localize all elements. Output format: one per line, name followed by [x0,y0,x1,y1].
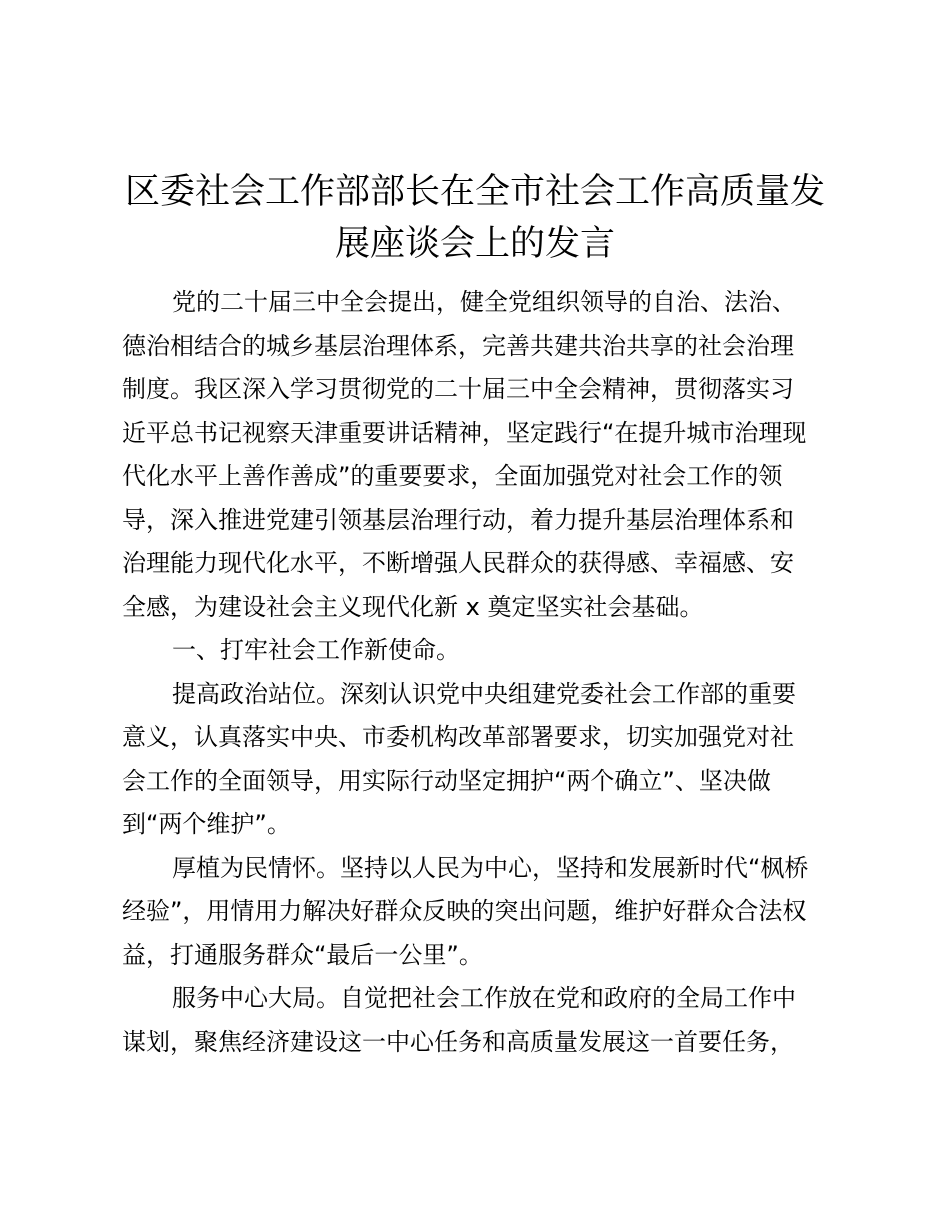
text-line: 意义，认真落实中央、市委机构改革部署要求，切实加强党对社 [122,723,794,751]
text-line: 经验”，用情用力解决好群众反映的突出问题，维护好群众合法权 [122,897,807,925]
text-line: 提高政治站位。深刻认识党中央组建党委社会工作部的重要 [172,679,796,708]
paragraph [122,977,840,1064]
text-line: 治理能力现代化水平，不断增强人民群众的获得感、幸福感、安 [122,549,794,577]
document-body [122,281,840,1064]
document-title [100,166,850,270]
text-line: 党的二十届三中全会提出，健全党组织领导的自治、法治、 [172,288,796,316]
text-line: 一、打牢社会工作新使命。 [172,636,460,664]
text-line: 会工作的全面领导，用实际行动坚定拥护“两个确立”、坚决做 [122,766,771,795]
text-line: 谋划，聚焦经济建设这一中心任务和高质量发展这一首要任务， [122,1027,794,1056]
title-line: 区委社会工作部部长在全市社会工作高质量发 [124,172,825,212]
text-line: 代化水平上善作善成”的重要要求，全面加强党对社会工作的领 [122,462,783,490]
text-line: 益，打通服务群众“最后一公里”。 [122,940,483,969]
paragraph [122,673,840,847]
paragraph [122,281,840,629]
text-line: 服务中心大局。自觉把社会工作放在党和政府的全局工作中 [172,984,796,1012]
text-line: 制度。我区深入学习贯彻党的二十届三中全会精神，贯彻落实习 [122,375,794,403]
title-line: 展座谈会上的发言 [334,224,615,264]
text-line: 到“两个维护”。 [122,810,291,838]
text-line: 导，深入推进党建引领基层治理行动，着力提升基层治理体系和 [122,505,794,534]
text-line: 近平总书记视察天津重要讲话精神，坚定践行“在提升城市治理现 [122,418,807,447]
section-heading [122,629,840,673]
text-line: 全感，为建设社会主义现代化新 x 奠定坚实社会基础。 [122,592,704,621]
text-line: 厚植为民情怀。坚持以人民为中心，坚持和发展新时代“枫桥 [172,853,809,882]
paragraph [122,847,840,978]
text-line: 德治相结合的城乡基层治理体系，完善共建共治共享的社会治理 [122,331,794,360]
